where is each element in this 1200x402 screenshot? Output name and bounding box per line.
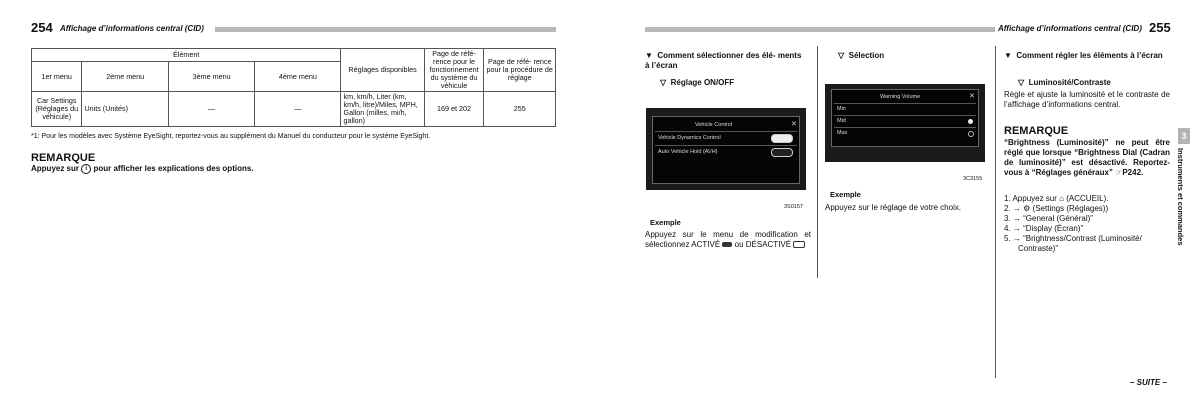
list-item [1004, 204, 1170, 214]
screen-title: Warning Volume [880, 94, 921, 100]
cell-menu2: Units (Unités) [82, 92, 169, 127]
screen-row-max[interactable]: Max [837, 130, 848, 136]
chapter-tab: 3 [1178, 128, 1190, 144]
step-num: 5. [1004, 234, 1011, 243]
step-suffix: (Settings (Réglages)) [1032, 204, 1109, 213]
info-icon: i [81, 164, 91, 174]
radio-unselected-icon [968, 131, 974, 137]
close-icon[interactable]: ✕ [791, 121, 797, 128]
screen-dialog [831, 89, 979, 147]
example-label-2: Exemple [830, 190, 861, 199]
col3-subheading-text: Luminosité/Contraste [1028, 78, 1111, 87]
divider [834, 127, 976, 128]
screen-row-vdc[interactable]: Vehicle Dynamics Control [658, 135, 721, 141]
col1-text-or: ou DÉSACTIVÉ [734, 240, 792, 249]
list-item [1004, 224, 1170, 234]
triangle-down-icon: ▼ [1004, 51, 1012, 60]
col1-text [645, 230, 811, 250]
reference-icon: ☞ [1115, 168, 1123, 177]
chapter-label: Instruments et commandes [1176, 148, 1185, 246]
column-divider-1 [817, 46, 818, 278]
table-header-menu2: 2ème menu [82, 62, 169, 92]
close-icon[interactable]: ✕ [969, 93, 975, 100]
list-item [1004, 214, 1170, 224]
toggle-on-icon [722, 242, 732, 247]
col1-text-main: Appuyez sur le menu de modification et sélectionnez ACTIVÉ [645, 230, 811, 249]
steps-list [1004, 194, 1170, 254]
footnote: *1: Pour les modèles avec Système EyeSight, reportez-vous au supplément du Manuel du conducteur pour le système EyeSight. [31, 133, 431, 140]
step-num: 2. [1004, 204, 1011, 213]
cell-ref-procedure: 255 [484, 92, 556, 127]
triangle-outline-icon: ▽ [1018, 78, 1025, 87]
col1-heading-text: Comment sélectionner des élé- ments à l’écran [645, 51, 802, 70]
header-rule-left [215, 27, 556, 32]
step-text: → “General (Général)” [1012, 214, 1093, 223]
remarque-before: Appuyez sur [31, 164, 80, 174]
page-number-right: 255 [1149, 20, 1171, 35]
step-num: 1. [1004, 194, 1011, 203]
column-divider-2 [995, 46, 996, 378]
cell-menu4: — [255, 92, 341, 127]
gear-icon: ⚙ [1023, 204, 1031, 213]
screen-vehicle-control [646, 108, 806, 190]
step-num: 4. [1004, 224, 1011, 233]
table-header-ref-operation: Page de réfé- rence pour le fonctionnement du système du véhicule [424, 49, 484, 92]
cell-menu1: Car Settings (Réglages du véhicule) [32, 92, 82, 127]
toggle-off-icon [793, 241, 805, 248]
header-title-right: Affichage d’informations central (CID) [998, 24, 1142, 33]
triangle-outline-icon: ▽ [660, 78, 667, 87]
remarque-title-right: REMARQUE [1004, 125, 1069, 137]
col3-heading [1004, 51, 1169, 61]
col3-subheading [1018, 78, 1111, 88]
header-rule-right [645, 27, 995, 32]
col1-subheading [660, 78, 734, 88]
remarque-body: “Brightness (Luminosité)” ne peut être réglé que lorsque “Brightness Dial (Cadran de luminosité)” est désactivé. Reportez-vous à “Réglages généraux” [1004, 138, 1170, 177]
table-header-menu3: 3ème menu [168, 62, 254, 92]
table-header-element: Élément [32, 49, 341, 62]
table-row [32, 92, 556, 127]
cell-ref-operation: 169 et 202 [424, 92, 484, 127]
list-item [1004, 194, 1170, 204]
col3-heading-text: Comment régler les éléments à l’écran [1016, 51, 1163, 60]
screen-row-avh[interactable]: Auto Vehicle Hold (AVH) [658, 149, 718, 155]
screen-title: Vehicle Control [695, 122, 732, 128]
figure-id-1: 3S0157 [784, 204, 803, 210]
col1-heading [645, 51, 805, 71]
step-text: → “Brightness/Contrast (Luminosité/ Contraste)” [1012, 234, 1142, 253]
divider [834, 103, 976, 104]
col2-text: Appuyez sur le réglage de votre choix. [825, 203, 962, 212]
divider [834, 115, 976, 116]
screen-dialog [652, 116, 800, 184]
remarque-title-left: REMARQUE [31, 152, 96, 164]
step-num: 3. [1004, 214, 1011, 223]
col2-subheading [838, 51, 884, 61]
radio-selected-icon [968, 119, 973, 124]
element-table [31, 48, 556, 127]
col3-text: Règle et ajuste la luminosité et le contraste de l’affichage d’informations central. [1004, 90, 1170, 109]
toggle-on[interactable] [771, 134, 793, 143]
table-header-ref-procedure: Page de réfé- rence pour la procédure de réglage [484, 49, 556, 92]
example-label-1: Exemple [650, 218, 681, 227]
toggle-off[interactable] [771, 148, 793, 157]
home-icon: ⌂ [1059, 194, 1064, 203]
table-header-menu4: 4ème menu [255, 62, 341, 92]
triangle-outline-icon: ▽ [838, 51, 845, 60]
step-suffix: (ACCUEIL). [1066, 194, 1109, 203]
header-title-left: Affichage d’informations central (CID) [60, 24, 204, 33]
page-number-left: 254 [31, 20, 53, 35]
remarque-ref: P242. [1122, 168, 1144, 177]
step-text: → [1012, 204, 1021, 213]
screen-row-mid[interactable]: Mid [837, 118, 846, 124]
suite-label: – SUITE – [1130, 378, 1167, 387]
table-header-menu1: 1er menu [32, 62, 82, 92]
divider [655, 145, 797, 146]
step-text: Appuyez sur [1012, 194, 1057, 203]
cell-settings: km, km/h, Liter (km, km/h, litre)/Miles, MPH, Gallon (milles, mi/h, gallon) [341, 92, 424, 127]
cell-menu3: — [168, 92, 254, 127]
figure-id-2: 3C3155 [963, 176, 983, 182]
screen-warning-volume [825, 84, 985, 162]
remarque-text-right [1004, 138, 1170, 178]
divider [655, 131, 797, 132]
table-header-settings: Réglages disponibles [341, 49, 424, 92]
remarque-after: pour afficher les explications des options. [93, 164, 254, 174]
col2-subheading-text: Sélection [848, 51, 885, 60]
list-item [1004, 234, 1170, 254]
step-text: → “Display (Écran)” [1012, 224, 1084, 233]
screen-row-min[interactable]: Min [837, 106, 846, 112]
remarque-text-left [31, 164, 254, 174]
triangle-down-icon: ▼ [645, 51, 653, 60]
col1-subheading-text: Réglage ON/OFF [670, 78, 735, 87]
